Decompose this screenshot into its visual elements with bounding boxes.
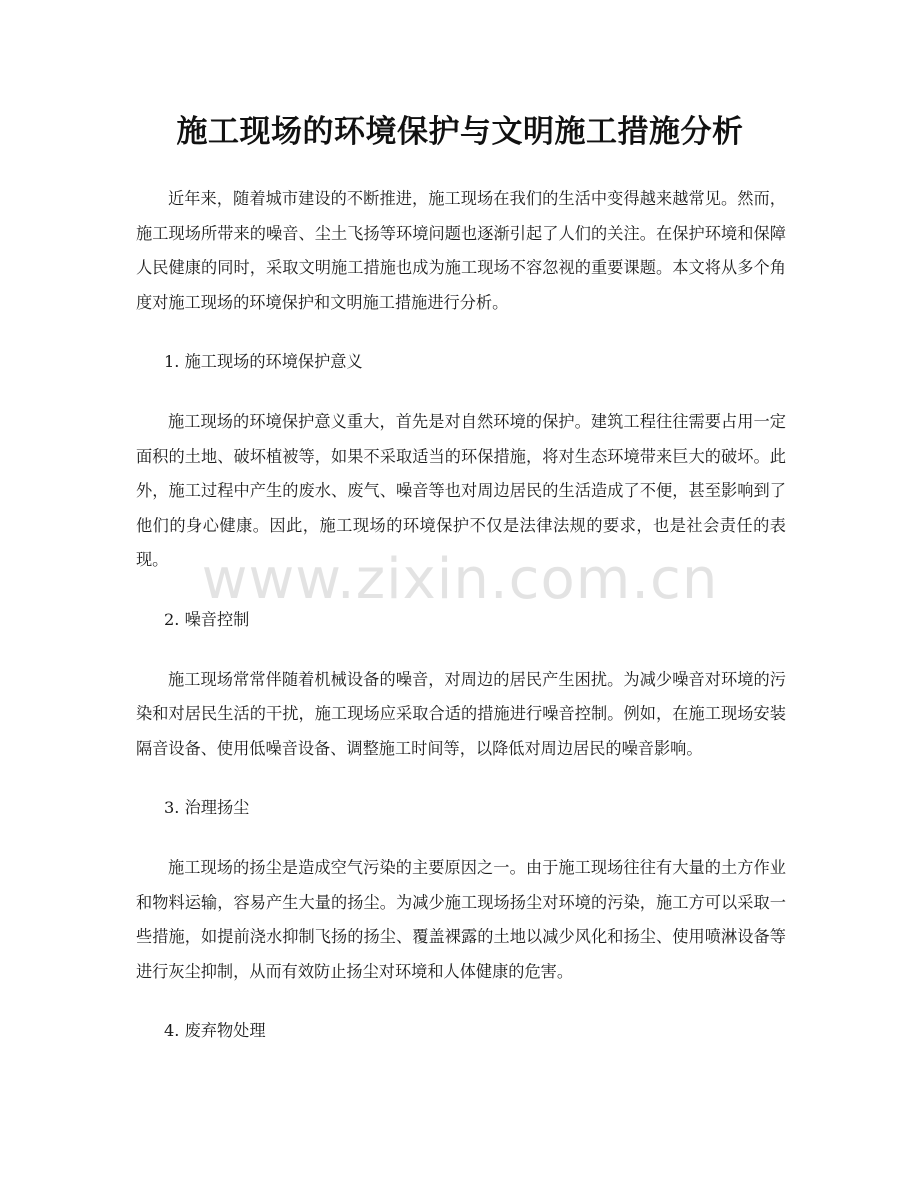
- section-paragraph-3: 施工现场的扬尘是造成空气污染的主要原因之一。由于施工现场往往有大量的土方作业和物料运输，容易产生大量的扬尘。为减少施工现场扬尘对环境的污染，施工方可以采取一些措施，如提前浇水抑制飞扬的扬尘、覆盖裸露的土地以减少风化和扬尘、使用喷淋设备等进行灰尘抑制，从而有效防止扬尘对环境和人体健康的危害。: [136, 857, 786, 981]
- document-body: [136, 182, 786, 1074]
- section-heading-1: 1. 施工现场的环境保护意义: [164, 352, 363, 372]
- section-heading-3: 3. 治理扬尘: [164, 798, 250, 818]
- section-heading-4: 4. 废弃物处理: [164, 1021, 266, 1041]
- document-title: 施工现场的环境保护与文明施工措施分析: [176, 114, 744, 150]
- section-paragraph-1: 施工现场的环境保护意义重大，首先是对自然环境的保护。建筑工程往往需要占用一定面积的土地、破坏植被等，如果不采取适当的环保措施，将对生态环境带来巨大的破坏。此外，施工过程中产生的废水、废气、噪音等也对周边居民的生活造成了不便，甚至影响到了他们的身心健康。因此，施工现场的环境保护不仅是法律法规的要求，也是社会责任的表现。: [136, 411, 786, 570]
- watermark-text: www.zixin.com.cn: [201, 547, 719, 612]
- intro-paragraph: 近年来，随着城市建设的不断推进，施工现场在我们的生活中变得越来越常见。然而，施工现场所带来的噪音、尘土飞扬等环境问题也逐渐引起了人们的关注。在保护环境和保障人民健康的同时，采取文明施工措施也成为施工现场不容忽视的重要课题。本文将从多个角度对施工现场的环境保护和文明施工措施进行分析。: [136, 189, 786, 312]
- section-heading-2: 2. 噪音控制: [164, 609, 250, 629]
- section-paragraph-2: 施工现场常常伴随着机械设备的噪音，对周边的居民产生困扰。为减少噪音对环境的污染和对居民生活的干扰，施工现场应采取合适的措施进行噪音控制。例如，在施工现场安装隔音设备、使用低噪音设备、调整施工时间等，以降低对周边居民的噪音影响。: [136, 669, 786, 758]
